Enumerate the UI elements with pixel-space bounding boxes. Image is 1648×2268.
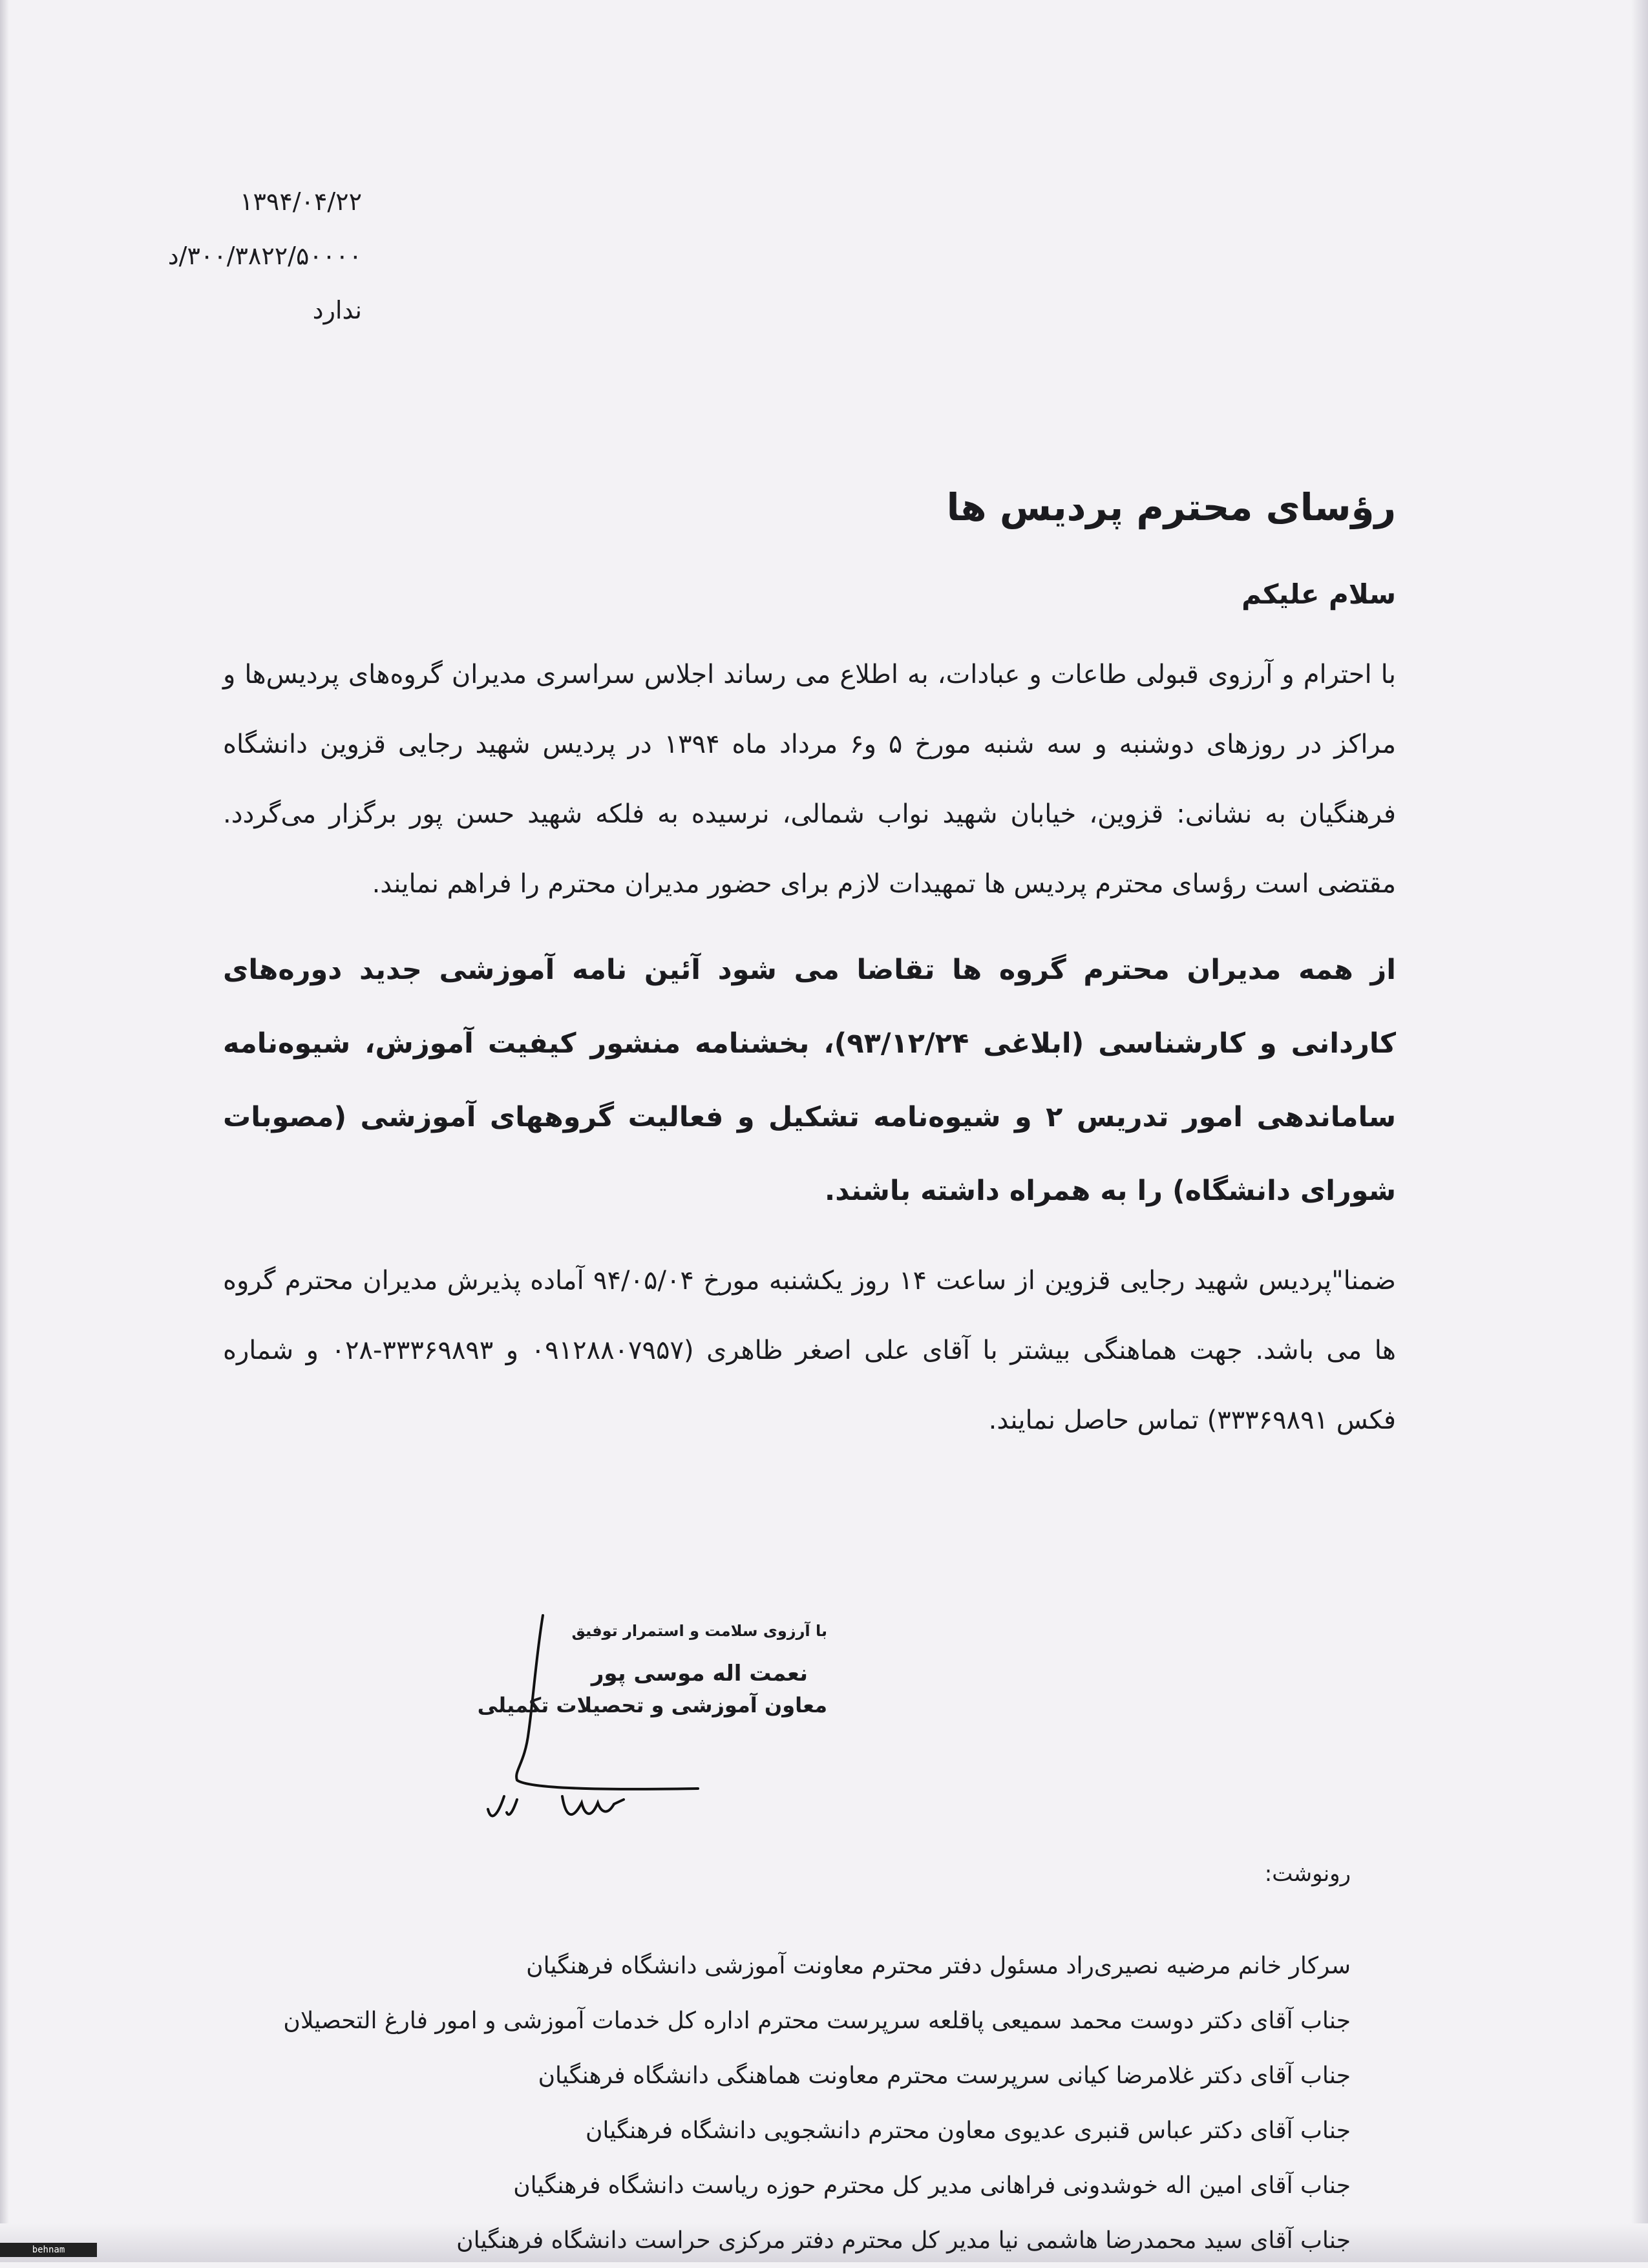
signatory-role: معاون آموزشی و تحصیلات تکمیلی bbox=[477, 1693, 827, 1717]
cc-list bbox=[246, 1938, 1351, 2268]
watermark-logo: behnam bbox=[0, 2243, 97, 2257]
signature-wish: با آرزوی سلامت و استمرار توفیق bbox=[571, 1622, 827, 1640]
cc-recipient: سرکار خانم مرضیه نصیری‌راد مسئول دفتر محترم معاونت آموزشی دانشگاه فرهنگیان bbox=[526, 1953, 1351, 1979]
signature-block bbox=[452, 1602, 827, 1822]
salutation: سلام علیکم bbox=[1241, 578, 1396, 610]
cc-recipient: جناب آقای امین اله خوشدونی فراهانی مدیر کل محترم حوزه ریاست دانشگاه فرهنگیان bbox=[513, 2172, 1351, 2199]
signatory-name: نعمت اله موسی پور bbox=[591, 1661, 808, 1686]
letter-header-meta bbox=[129, 174, 362, 337]
cc-recipient: جناب آقای دکتر عباس قنبری عدیوی معاون محترم دانشجویی دانشگاه فرهنگیان bbox=[585, 2117, 1351, 2144]
cc-recipient: جناب آقای سید محمدرضا هاشمی نیا مدیر کل محترم دفتر مرکزی حراست دانشگاه فرهنگیان bbox=[456, 2227, 1351, 2254]
paragraph-requirements: از همه مدیران محترم گروه ها تقاضا می شود آئین نامه آموزشی جدید دوره‌های کاردانی و کارشناسی (ابلاغی ۹۳/۱۲/۲۴)، بخشنامه منشور کیفیت آموزش، شیوه‌نامه ساماندهی امور تدریس ۲ و شیوه‌نامه تشکیل و فعالیت گروههای آموزشی (مصوبات شورای دانشگاه) را به همراه داشته باشند. bbox=[223, 954, 1397, 1207]
carbon-copy-section bbox=[246, 1848, 1351, 2268]
page-edge-left bbox=[0, 0, 9, 2262]
letter-date: ۱۳۹۴/۰۴/۲۲ bbox=[240, 187, 362, 216]
page-edge-right bbox=[1631, 0, 1648, 2262]
paragraph-announcement: با احترام و آرزوی قبولی طاعات و عبادات، به اطلاع می رساند اجلاس سراسری مدیران گروه‌های پردیس‌ها و مراکز در روزهای دوشنبه و سه شنبه مورخ ۵ و۶ مرداد ماه ۱۳۹۴ در پردیس شهید رجایی قزوین دانشگاه فرهنگیان به نشانی: قزوین، خیابان شهید نواب شمالی، نرسیده به فلکه شهید حسن پور برگزار می‌گردد. مقتضی است رؤسای محترم پردیس ها تمهیدات لازم برای حضور مدیران محترم را فراهم نمایند. bbox=[223, 660, 1397, 899]
cc-recipient: جناب آقای دکتر دوست محمد سمیعی پاقلعه سرپرست محترم اداره کل خدمات آموزشی و امور فارغ التحصیلان bbox=[283, 2008, 1351, 2034]
cc-label: رونوشت: bbox=[1264, 1861, 1351, 1887]
letter-body bbox=[223, 472, 1396, 1455]
letter-title: رؤسای محترم پردیس ها bbox=[946, 485, 1396, 529]
paragraph-contact: ضمنا"پردیس شهید رجایی قزوین از ساعت ۱۴ روز یکشنبه مورخ ۹۴/۰۵/۰۴ آماده پذیرش مدیران محترم گروه ها می باشد. جهت هماهنگی بیشتر با آقای علی اصغر ظاهری (۰۹۱۲۸۸۰۷۹۵۷ و ۳۳۳۶۹۸۹۳-۰۲۸ و شماره فکس ۳۳۳۶۹۸۹۱) تماس حاصل نمایند. bbox=[223, 1266, 1396, 1435]
letter-attachment: ندارد bbox=[312, 296, 362, 324]
cc-recipient: جناب آقای دکتر غلامرضا کیانی سرپرست محترم معاونت هماهنگی دانشگاه فرهنگیان bbox=[538, 2063, 1351, 2089]
letter-number: ۳۰۰/۳۸۲۲/۵۰۰۰۰/د bbox=[167, 242, 362, 270]
